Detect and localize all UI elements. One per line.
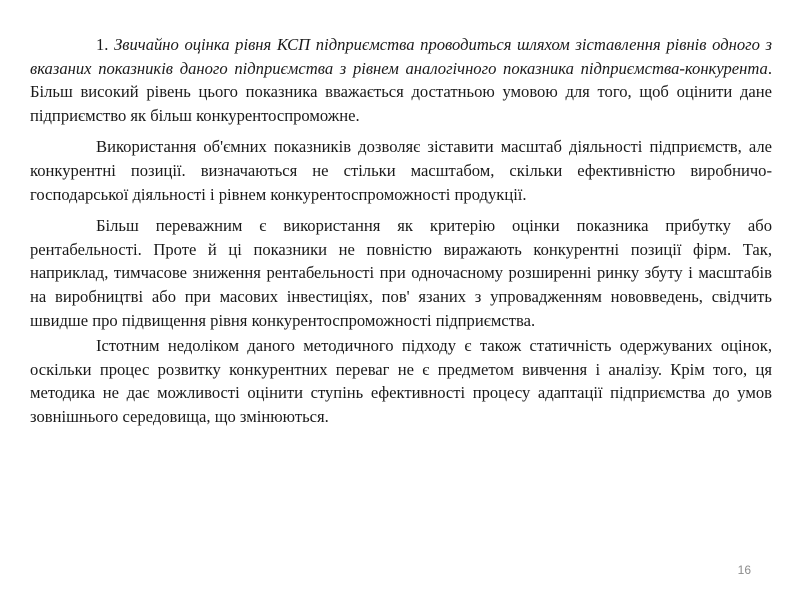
paragraph-1-italic-text: Звичайно оцінка рівня КСП підприємства проводиться шляхом зіставлення рівнів одного з вказаних показників даного підприємства з рівнем аналогічного показника підприємства-конкурента xyxy=(30,35,772,78)
paragraph-2: Використання об'ємних показників дозволяє зіставити масштаб діяльності підприємств, але конкурентні позиції. визначаються не стільки масштабом, скільки ефективністю виробничо-господарської діяльності і рівнем конкурентоспроможності продукції. xyxy=(30,137,772,204)
paragraph-4: Істотним недоліком даного методичного підходу є також статичність одержуваних оцінок, оскільки процес розвитку конкурентних переваг не є предметом вивчення і аналізу. Крім того, ця методика не дає можливості оцінити ступінь ефективності процесу адаптації підприємства до умов зовнішнього середовища, що змінюються. xyxy=(30,336,772,426)
paragraph-1-text: . Більш високий рівень цього показника вважається достатньою умовою для того, щоб оцінити дане підприємство як більш конкурентоспроможне. xyxy=(30,58,772,125)
text-body xyxy=(30,33,772,429)
page-number: 16 xyxy=(737,563,751,577)
paragraph-1 xyxy=(30,33,772,127)
paragraph-1-number: 1. xyxy=(96,35,115,54)
paragraph-3: Більш переважним є використання як критерію оцінки показника прибутку або рентабельності. Проте й ці показники не повністю виражають конкурентні позиції фірм. Так, наприклад, тимчасове зниження рентабельності при одночасному розширенні ринку збуту і масштабів на виробництві або при масових інвестиціях, пов' язаних з упровадженням нововведень, свідчить швидше про підвищення рівня конкурентоспроможності підприємства. xyxy=(30,216,772,330)
